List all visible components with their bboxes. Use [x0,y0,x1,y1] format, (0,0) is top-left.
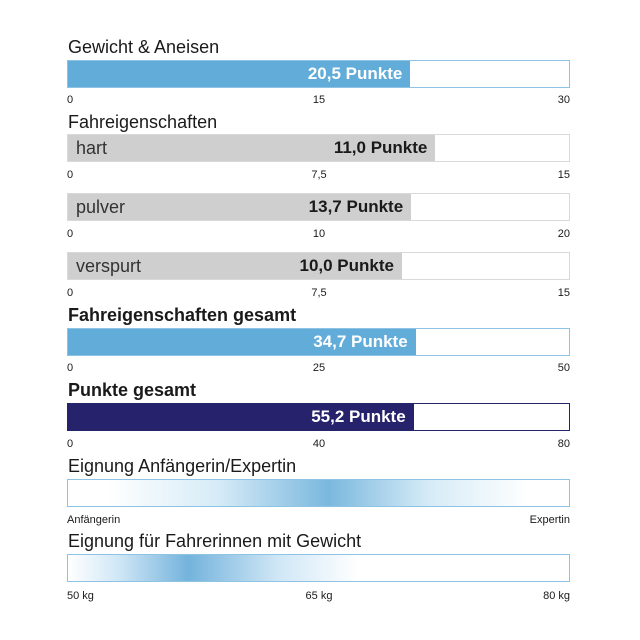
tick-label: 10 [312,228,326,240]
title-gewicht-aneisen: Gewicht & Aneisen [68,37,220,57]
data-label: 11,0 Punkte [333,138,428,157]
bar-fill [68,329,416,355]
title-fahreigenschaften-gesamt: Fahreigenschaften gesamt [68,305,297,325]
bar-gewicht-aneisen [67,60,570,88]
bar-fill [68,135,435,161]
tick-label: 7,5 [311,287,327,299]
tick-label: 20 [557,228,570,240]
data-label: 20,5 Punkte [307,64,403,83]
bar-punkte-gesamt [67,403,570,431]
data-label: 13,7 Punkte [308,197,404,216]
tick-label: 30 [557,94,570,106]
gradient-bar-weight [67,554,570,582]
tick-label: 0 [67,228,74,240]
category-label: pulver [76,196,126,217]
tick-label: 0 [67,94,74,106]
tick-label: 0 [67,169,74,181]
tick-label: 50 kg [67,590,94,602]
bar-hart [67,134,570,162]
tick-label: 7,5 [311,169,327,181]
tick-label: 80 [557,438,570,450]
title-fahreigenschaften: Fahreigenschaften [68,112,218,132]
tick-label: 80 kg [543,590,570,602]
data-label: 55,2 Punkte [311,407,406,426]
tick-label: 25 [312,362,326,374]
tick-label: 40 [312,438,326,450]
tick-label: 15 [312,94,326,106]
title-eignung-gewicht: Eignung für Fahrerinnen mit Gewicht [68,531,362,551]
tick-label: Anfängerin [67,514,121,526]
category-label: hart [76,137,108,158]
title-eignung-level: Eignung Anfängerin/Expertin [68,456,297,476]
tick-label: 15 [557,287,570,299]
bar-pulver [67,193,570,221]
data-label: 10,0 Punkte [299,256,394,275]
tick-label: 50 [557,362,570,374]
title-punkte-gesamt: Punkte gesamt [68,380,197,400]
gradient-bar-level [67,479,570,507]
data-label: 34,7 Punkte [313,332,408,351]
bar-fill [68,61,410,87]
tick-label: 0 [67,362,74,374]
bar-verspurt [67,252,570,280]
tick-label: 65 kg [305,590,333,602]
tick-label: Expertin [529,514,570,526]
tick-label: 15 [557,169,570,181]
tick-label: 0 [67,287,74,299]
tick-label: 0 [67,438,74,450]
bar-fill [68,404,414,430]
bar-fahreigenschaften-gesamt [67,328,570,356]
category-label: verspurt [76,255,142,276]
